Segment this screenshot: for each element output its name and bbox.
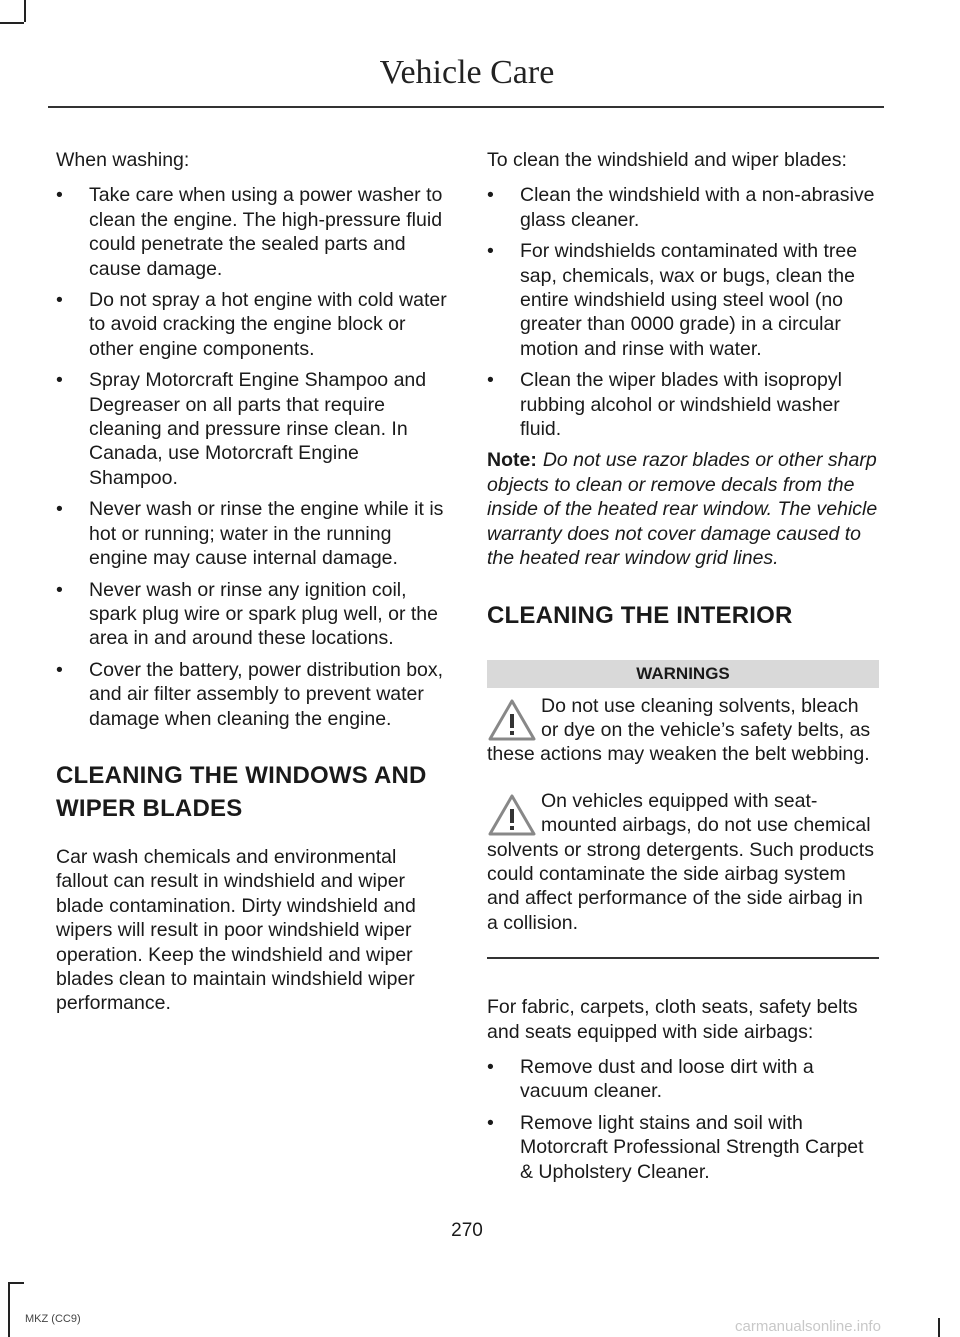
crop-mark bbox=[0, 22, 24, 24]
interior-list bbox=[487, 1055, 879, 1184]
bullet: • bbox=[56, 184, 63, 207]
note bbox=[487, 448, 879, 570]
list-item: • Never wash or rinse the engine while it is hot or running; water in the running engine may cause internal damage. bbox=[56, 498, 444, 570]
watermark: carmanualsonline.info bbox=[735, 1318, 881, 1335]
warnings-end-divider bbox=[487, 957, 879, 959]
crop-mark bbox=[938, 1318, 940, 1337]
left-column bbox=[56, 148, 448, 1027]
section-heading-windows: CLEANING THE WINDOWS AND WIPER BLADES bbox=[56, 761, 427, 822]
crop-mark bbox=[8, 1282, 10, 1337]
model-label: MKZ (CC9) bbox=[25, 1313, 81, 1325]
note-label: Note: bbox=[487, 449, 537, 472]
list-item: • Spray Motorcraft Engine Shampoo and Degreaser on all parts that require cleaning and pressure rinse clean. In Canada, use Motorcraft Engine Shampoo. bbox=[56, 369, 427, 489]
list-item: • Remove light stains and soil with Motorcraft Professional Strength Carpet & Upholstery Cleaner. bbox=[487, 1111, 864, 1183]
washing-list bbox=[56, 183, 448, 731]
interior-paragraph: For fabric, carpets, cloth seats, safety belts and seats equipped with side airbags: bbox=[487, 996, 858, 1043]
intro-text: When washing: bbox=[56, 149, 190, 171]
warning-item: On vehicles equipped with seat-mounted airbags, do not use chemical solvents or strong detergents. Such products could contaminate the side airbag system and affect performance of the side airbag in a collision. bbox=[487, 789, 874, 934]
bullet: • bbox=[56, 498, 63, 521]
note-text: Do not use razor blades or other sharp objects to clean or remove decals from the inside of the heated rear window. The vehicle warranty does not cover damage caused to the heated rear window grid lines. bbox=[487, 449, 878, 570]
list-item: • Clean the wiper blades with isopropyl rubbing alcohol or windshield washer fluid. bbox=[487, 369, 842, 441]
bullet: • bbox=[487, 1111, 494, 1134]
crop-mark bbox=[24, 0, 26, 22]
list-item: • Remove dust and loose dirt with a vacuum cleaner. bbox=[487, 1055, 814, 1103]
page-number: 270 bbox=[451, 1220, 483, 1241]
windshield-list bbox=[487, 183, 879, 441]
right-column bbox=[487, 148, 879, 1191]
list-item: • Take care when using a power washer to clean the engine. The high-pressure fluid could penetrate the sealed parts and cause damage. bbox=[56, 184, 443, 280]
windows-paragraph: Car wash chemicals and environmental fallout can result in windshield and wiper blade contamination. Dirty windshield and wipers will result in poor windshield wiper operation. Keep the windshield and wiper blades clean to maintain windshield wiper performance. bbox=[56, 845, 416, 1015]
bullet: • bbox=[56, 289, 63, 312]
bullet: • bbox=[56, 658, 63, 681]
bullet: • bbox=[487, 240, 494, 263]
list-item: • Never wash or rinse any ignition coil, spark plug wire or spark plug well, or the area in and around these locations. bbox=[56, 578, 438, 650]
list-item: • Do not spray a hot engine with cold water to avoid cracking the engine block or other engine components. bbox=[56, 289, 447, 360]
bullet: • bbox=[56, 578, 63, 601]
bullet: • bbox=[487, 369, 494, 392]
list-item: • For windshields contaminated with tree sap, chemicals, wax or bugs, clean the entire windshield using steel wool (no greater than 0000 grade) in a circular motion and rinse with water. bbox=[487, 240, 858, 360]
bullet: • bbox=[56, 369, 63, 392]
list-item: • Clean the windshield with a non-abrasive glass cleaner. bbox=[487, 184, 875, 231]
intro-text: To clean the windshield and wiper blades: bbox=[487, 149, 847, 171]
warnings-title: WARNINGS bbox=[487, 660, 879, 688]
list-item: • Cover the battery, power distribution box, and air filter assembly to prevent water damage when cleaning the engine. bbox=[56, 658, 444, 730]
section-heading-interior: CLEANING THE INTERIOR bbox=[487, 601, 793, 629]
bullet: • bbox=[487, 184, 494, 207]
page-title: Vehicle Care bbox=[379, 54, 555, 91]
warning-item: Do not use cleaning solvents, bleach or dye on the vehicle’s safety belts, as these actions may weaken the belt webbing. bbox=[487, 694, 871, 766]
warning-triangle-icon bbox=[487, 698, 537, 742]
warning-triangle-icon bbox=[487, 793, 537, 837]
crop-mark bbox=[8, 1282, 24, 1284]
bullet: • bbox=[487, 1055, 494, 1078]
header-divider bbox=[48, 106, 884, 108]
